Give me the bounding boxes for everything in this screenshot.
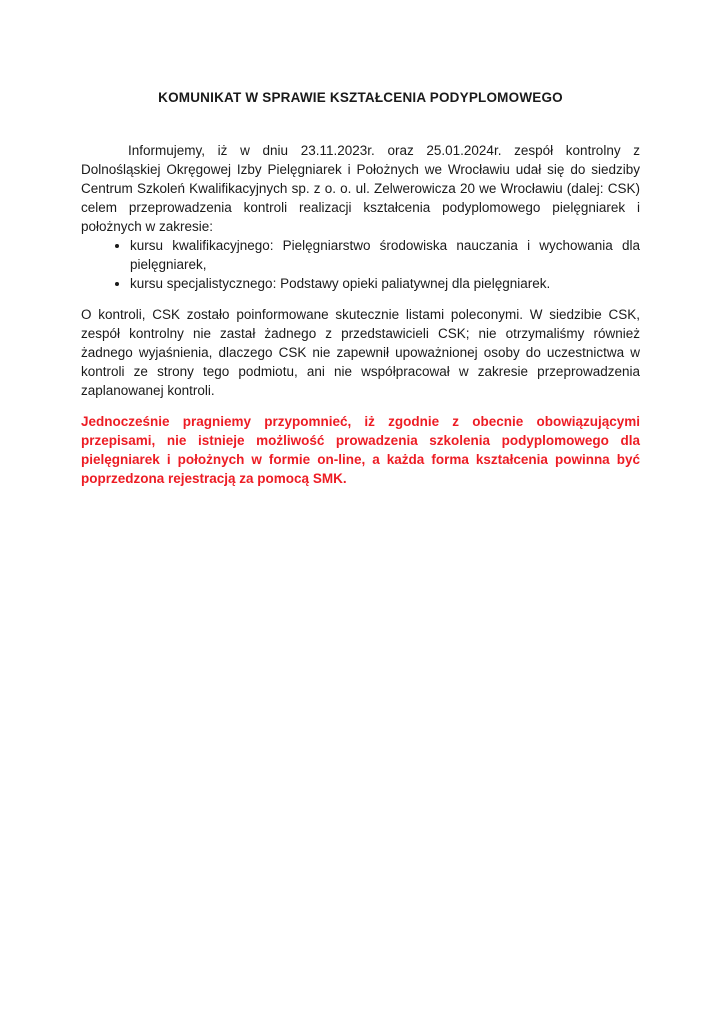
paragraph-intro: Informujemy, iż w dniu 23.11.2023r. oraz 25.01.2024r. zespół kontrolny z Dolnośląskiej Okręgowej Izby Pielęgniarek i Położnych we Wrocławiu udał się do siedziby Centrum Szkoleń Kwalifikacyjnych sp. z o. o. ul. Zelwerowicza 20 we Wrocławiu (dalej: CSK) celem przeprowadzenia kontroli realizacji kształcenia podyplomowego pielęgniarek i położnych w zakresie:	[81, 143, 640, 234]
course-list	[81, 236, 640, 293]
paragraph-control-report: O kontroli, CSK zostało poinformowane skutecznie listami poleconymi. W siedzibie CSK, zespół kontrolny nie zastał żadnego z przedstawicieli CSK; nie otrzymaliśmy również żadnego wyjaśnienia, dlaczego CSK nie zapewnił upoważnionej osoby do uczestnictwa w kontroli ze strony tego podmiotu, ani nie współpracował w zakresie przeprowadzenia zaplanowanej kontroli.	[81, 307, 640, 398]
list-item-specialist-course: • kursu specjalistycznego: Podstawy opieki paliatywnej dla pielęgniarek.	[130, 274, 640, 293]
document-content	[81, 88, 640, 488]
document-title: KOMUNIKAT W SPRAWIE KSZTAŁCENIA PODYPLOMOWEGO	[158, 90, 563, 105]
list-item-qualification-course: • kursu kwalifikacyjnego: Pielęgniarstwo środowiska nauczania i wychowania dla pielęgniarek,	[130, 236, 640, 274]
paragraph-red-notice: Jednocześnie pragniemy przypomnieć, iż zgodnie z obecnie obowiązującymi przepisami, nie istnieje możliwość prowadzenia szkolenia podyplomowego dla pielęgniarek i położnych w formie on-line, a każda forma kształcenia powinna być poprzedzona rejestracją za pomocą SMK.	[81, 414, 640, 486]
